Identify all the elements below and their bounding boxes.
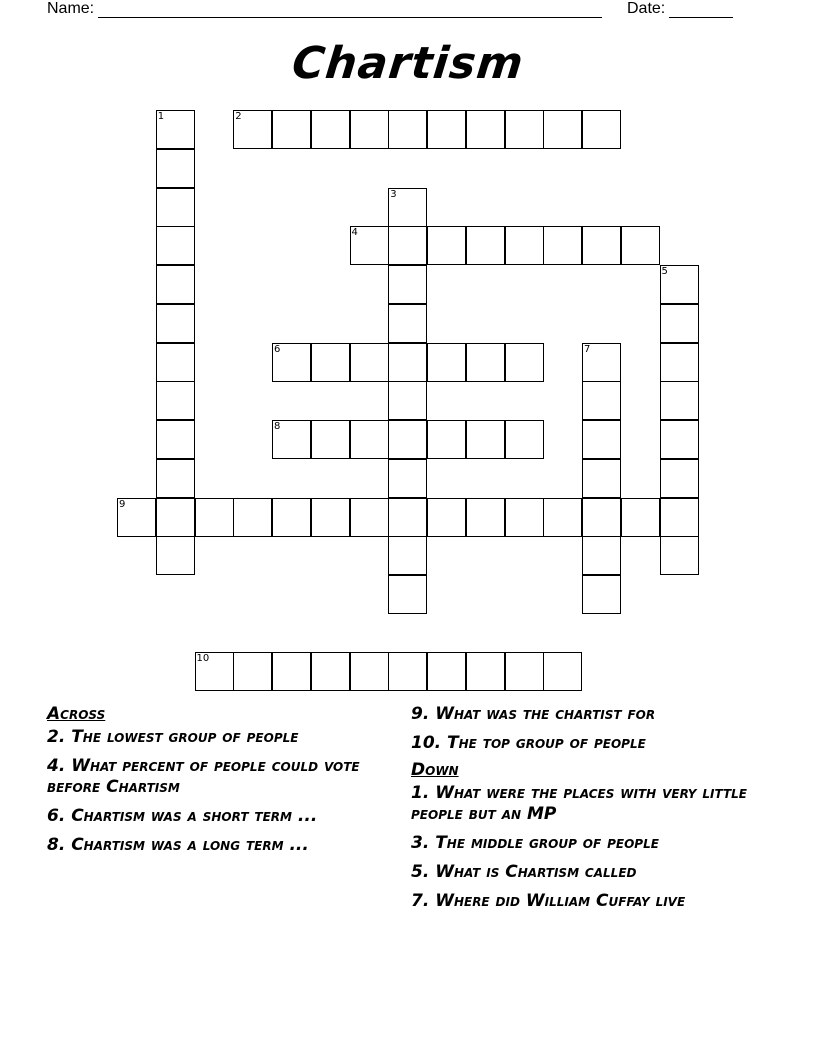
grid-cell[interactable] [311, 110, 350, 149]
grid-cell[interactable] [582, 536, 621, 575]
grid-cell[interactable] [582, 381, 621, 420]
grid-cell[interactable] [621, 498, 660, 537]
grid-cell[interactable] [466, 226, 505, 265]
grid-cell[interactable] [388, 343, 427, 382]
grid-cell[interactable] [350, 110, 389, 149]
grid-cell[interactable] [660, 498, 699, 537]
grid-cell[interactable] [311, 420, 350, 459]
grid-cell[interactable] [505, 420, 544, 459]
grid-cell[interactable] [350, 652, 389, 691]
clue-number: 4 [351, 227, 358, 239]
across-clue-10: 10. The top group of people [411, 733, 646, 753]
grid-cell[interactable] [388, 536, 427, 575]
grid-cell[interactable] [233, 652, 272, 691]
grid-cell[interactable] [427, 343, 466, 382]
grid-cell[interactable] [543, 226, 582, 265]
grid-cell[interactable] [660, 420, 699, 459]
grid-cell[interactable] [582, 575, 621, 614]
grid-cell[interactable] [388, 498, 427, 537]
grid-cell[interactable] [582, 498, 621, 537]
grid-cell[interactable] [582, 459, 621, 498]
grid-cell[interactable] [350, 420, 389, 459]
clue-number: 8 [274, 421, 281, 432]
grid-cell[interactable] [311, 498, 350, 537]
grid-cell[interactable] [272, 498, 311, 537]
across-clue-9: 9. What was the chartist for [411, 704, 656, 724]
page-title: Chartism [289, 38, 527, 89]
grid-cell[interactable] [156, 149, 195, 188]
clue-number: 9 [119, 498, 126, 510]
grid-cell[interactable] [427, 498, 466, 537]
grid-cell[interactable] [543, 110, 582, 149]
grid-cell[interactable] [582, 110, 621, 149]
grid-cell[interactable] [350, 498, 389, 537]
grid-cell[interactable] [272, 110, 311, 149]
grid-cell[interactable] [427, 226, 466, 265]
across-clue-6: 6. Chartism was a short term ... [47, 806, 318, 826]
across-clue-8: 8. Chartism was a long term ... [47, 835, 309, 855]
clue-number: 6 [274, 343, 281, 355]
grid-cell[interactable] [543, 498, 582, 537]
grid-cell[interactable] [388, 304, 427, 343]
grid-cell[interactable] [621, 226, 660, 265]
grid-cell[interactable] [505, 226, 544, 265]
clue-number: 10 [196, 653, 210, 664]
grid-cell[interactable] [388, 420, 427, 459]
grid-cell[interactable] [505, 110, 544, 149]
clue-number: 5 [661, 266, 668, 277]
grid-cell[interactable] [156, 226, 195, 265]
grid-cell[interactable] [427, 652, 466, 691]
clues-column-right [411, 704, 751, 920]
grid-cell[interactable] [582, 420, 621, 459]
grid-cell[interactable] [582, 226, 621, 265]
clue-number: 3 [390, 188, 397, 200]
grid-cell[interactable] [311, 652, 350, 691]
grid-cell[interactable] [427, 420, 466, 459]
grid-cell[interactable] [543, 652, 582, 691]
grid-cell[interactable] [156, 265, 195, 304]
down-clue-5: 5. What is Chartism called [411, 862, 637, 882]
grid-cell[interactable] [505, 652, 544, 691]
name-label: Name: [47, 0, 95, 17]
grid-cell[interactable] [388, 459, 427, 498]
grid-cell[interactable] [388, 575, 427, 614]
down-clue-1: 1. What were the places with very little people but an MP [411, 783, 747, 824]
grid-cell[interactable] [156, 536, 195, 575]
grid-cell[interactable] [505, 343, 544, 382]
grid-cell[interactable] [660, 381, 699, 420]
grid-cell[interactable] [156, 343, 195, 382]
grid-cell[interactable] [272, 652, 311, 691]
grid-cell[interactable] [350, 343, 389, 382]
grid-cell[interactable] [195, 498, 234, 537]
down-heading: Down [411, 760, 459, 780]
grid-cell[interactable] [466, 420, 505, 459]
across-clue-2: 2. The lowest group of people [47, 727, 299, 747]
clue-number: 1 [157, 111, 165, 122]
grid-cell[interactable] [388, 381, 427, 420]
across-clue-4: 4. What percent of people could vote before Chartism [47, 756, 360, 797]
grid-cell[interactable] [233, 498, 272, 537]
clue-number: 2 [235, 111, 242, 122]
grid-cell[interactable] [388, 265, 427, 304]
grid-cell[interactable] [505, 498, 544, 537]
down-clue-3: 3. The middle group of people [411, 833, 659, 853]
grid-cell[interactable] [660, 304, 699, 343]
across-heading: Across [47, 704, 106, 724]
grid-cell[interactable] [156, 381, 195, 420]
clues-column-left [47, 704, 377, 864]
grid-cell[interactable] [156, 459, 195, 498]
grid-cell[interactable] [660, 536, 699, 575]
grid-cell[interactable] [427, 110, 466, 149]
grid-cell[interactable] [660, 343, 699, 382]
grid-cell[interactable] [156, 188, 195, 227]
grid-cell[interactable] [660, 459, 699, 498]
grid-cell[interactable] [388, 226, 427, 265]
grid-cell[interactable] [466, 652, 505, 691]
down-clue-7: 7. Where did William Cuffay live [411, 891, 686, 911]
grid-cell[interactable] [466, 498, 505, 537]
grid-cell[interactable] [156, 498, 195, 537]
grid-cell[interactable] [156, 304, 195, 343]
grid-cell[interactable] [156, 420, 195, 459]
grid-cell[interactable] [388, 652, 427, 691]
date-label: Date: [627, 0, 666, 17]
grid-cell[interactable] [466, 110, 505, 149]
grid-cell[interactable] [311, 343, 350, 382]
grid-cell[interactable] [388, 110, 427, 149]
grid-cell[interactable] [466, 343, 505, 382]
clue-number: 7 [584, 343, 591, 355]
